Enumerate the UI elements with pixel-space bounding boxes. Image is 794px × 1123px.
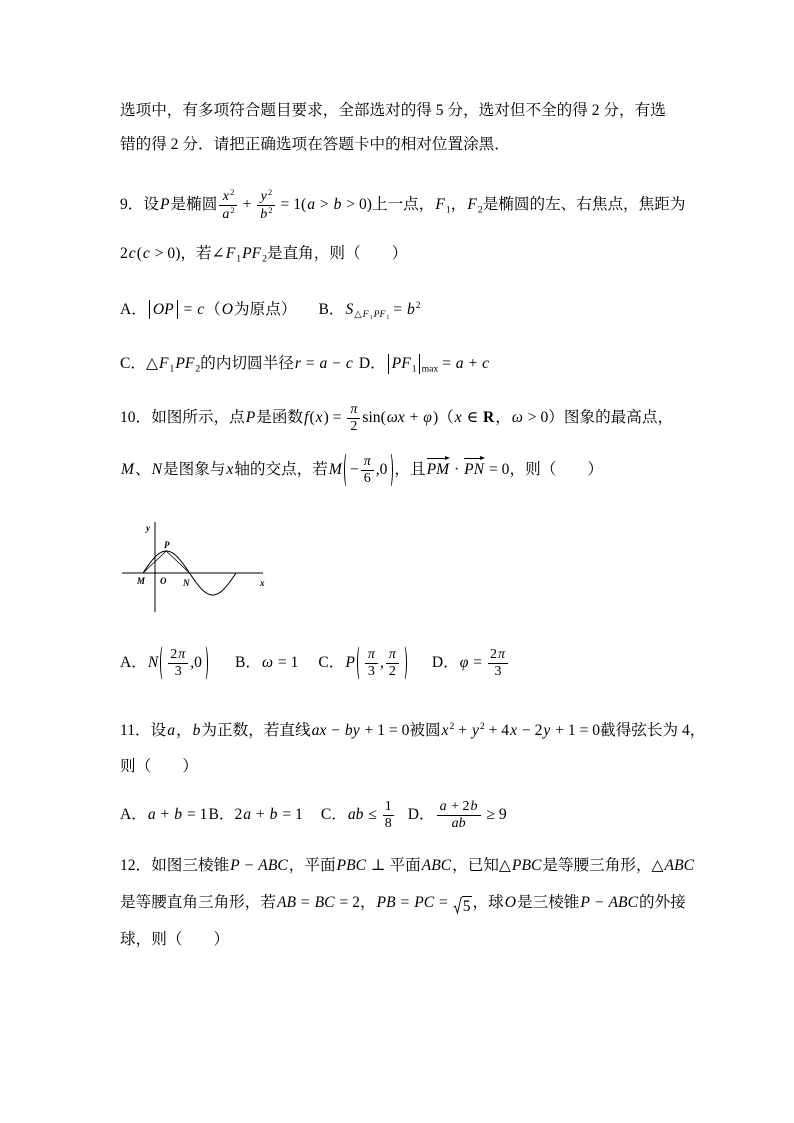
math-variable: BC [314,894,335,911]
math-variable: ab [451,815,466,831]
math-symbol: > 0) [150,245,181,262]
math-symbol: = [301,355,319,372]
math-symbol: + 4 [484,722,510,739]
superscript: 2 [449,721,455,733]
math-variable: b [174,806,183,823]
math-symbol: ⊥ [367,857,390,874]
math-symbol: 1 [384,798,392,814]
math-variable: F [362,309,369,321]
question-11-option-b [208,806,302,823]
question-9-option-a [120,301,296,318]
math-variable: r [294,355,301,372]
radical-sign [453,896,462,915]
math-variable: x [441,722,449,739]
math-symbol: 8 [384,815,392,831]
math-symbol: = 1 [183,806,208,823]
math-fraction [168,647,188,680]
math-fraction [257,188,274,224]
math-symbol: ,0 [190,654,202,672]
segment-pn [166,551,189,573]
text-run: 是椭圆的左、右焦点，焦距为 [482,196,686,213]
math-symbol: 3 [367,664,375,680]
math-symbol: ≥ 9 [482,806,507,823]
fraction-numerator [365,647,378,664]
x-axis-label: x [260,578,265,588]
text-run: ）图象的最高点， [548,409,674,426]
text-run: （ [205,301,221,318]
math-variable: x [315,409,323,426]
text-run: A． [120,654,147,671]
subscript: 2 [477,204,483,216]
question-10-options [120,641,510,685]
superscript: 2 [479,721,485,733]
question-11-option-a [120,806,207,823]
math-symbol: = [438,355,455,372]
math-symbol: △ [651,857,664,874]
math-variable: c [482,355,490,372]
math-symbol: 6 [363,471,371,487]
math-variable: b [269,806,278,823]
fraction-denominator [488,664,508,680]
text-run: 是等腰直角三角形，若 [120,894,276,911]
text-run: 选项中，有多项符合题目要求，全部选对的得 5 分，选对但不全的得 2 分，有选 [120,102,666,119]
subscript [354,309,389,320]
math-variable: P [580,894,590,911]
math-symbol: + [252,806,269,823]
math-variable: PBC [511,857,542,874]
math-variable: P [230,857,240,874]
text-run: 9．设 [120,196,159,213]
instructions-line-2 [120,123,510,167]
text-run: ，且 [394,461,426,478]
text-run: ， [495,409,511,426]
math-variable: PF [242,245,262,262]
math-variable: π [178,647,186,663]
math-symbol: △ [498,857,511,874]
math-variable: P [160,196,170,213]
text-run: 12．如图三棱锥 [120,857,230,874]
question-9-stem-line-2 [120,232,407,276]
text-run: 、 [135,461,151,478]
math-symbol: − [240,857,258,874]
superscript: 2 [268,204,273,215]
parenthesized-group [344,452,394,488]
math-variable: ABC [608,894,638,911]
math-variable: F [159,355,169,372]
math-symbol: 2 [120,245,128,262]
math-fraction [383,799,394,832]
math-variable: π [388,647,396,663]
parenthesized-group [357,645,407,681]
text-run: ，球 [472,894,504,911]
text-run: 轴的交点，若 [234,461,328,478]
math-variable: P [345,654,355,671]
math-variable: x [510,722,517,739]
text-run: 11．设 [120,722,167,739]
math-symbol: △ [146,355,158,372]
text-run: 10．如图所示，点 [120,409,245,426]
text-run: 球，则（ ） [120,931,230,948]
math-symbol: 2 [388,664,396,680]
fraction-denominator [383,816,394,832]
math-variable: ab [347,806,364,823]
math-variable: ABC [421,857,452,874]
math-variable: N [147,654,159,671]
right-parenthesis [401,645,407,681]
math-fraction [386,647,399,680]
sine-graph-figure [120,518,270,616]
point-n-label: N [183,578,190,588]
math-fraction [361,454,374,487]
text-run: 上一点， [371,196,435,213]
math-variable: M [328,461,342,478]
math-symbol: ∈ [462,409,483,426]
text-run: 是等腰三角形， [542,857,652,874]
math-variable: ω [511,409,523,426]
vector: PN [464,461,485,478]
math-symbol: 2 [170,647,178,663]
math-symbol: = [469,654,486,671]
math-variable: y [260,188,267,204]
fraction-numerator [488,647,508,664]
fraction-numerator [386,647,399,664]
fraction-numerator [437,799,481,816]
fraction-denominator [168,664,188,680]
absolute-value [149,300,178,319]
math-variable: N [151,461,163,478]
text-run: 是图象与 [163,461,226,478]
math-symbol: ∠ [211,245,225,262]
math-symbol: > 0 [523,409,549,426]
right-parenthesis [202,645,208,681]
math-variable: ABC [664,857,694,874]
text-run: C． [120,355,146,372]
text-run: 截得弦长为 4， [600,722,706,739]
math-symbol: + [238,196,256,213]
math-symbol: 2 [489,646,497,662]
math-variable: PC [414,894,435,911]
text-run: A． [120,301,147,318]
math-variable: b [192,722,201,739]
math-variable: y [471,722,479,739]
text-run: ，则（ ） [509,461,604,478]
question-9-options-ab [120,288,421,332]
text-run: 的内切圆半径 [200,355,294,372]
math-variable: b [406,301,415,318]
text-run: 为原点） [234,301,297,318]
math-symbol: ) = [323,409,346,426]
question-11-stem-line-1 [120,709,705,753]
fraction-denominator [347,419,360,435]
math-variable: f [304,409,309,426]
math-symbol: − [327,722,344,739]
math-variable: PB [376,894,396,911]
math-symbol: ) [432,409,439,426]
math-fraction [347,402,360,435]
math-set-symbol: R [483,409,495,426]
question-11-option-d [407,798,507,831]
math-symbol: = [389,301,406,318]
math-variable: a [439,798,447,814]
text-run: C． [318,654,345,671]
text-run: ，若 [180,245,212,262]
math-symbol: ( [309,409,315,426]
math-variable: c [128,245,136,262]
superscript: 2 [230,204,235,215]
math-variable: x [222,188,229,204]
math-symbol: 3 [494,663,502,679]
math-variable: b [333,196,342,213]
text-run: 平面 [389,857,421,874]
math-variable: PF [175,355,195,372]
math-variable: c [345,355,353,372]
text-run: A． [120,806,147,823]
right-parenthesis [387,452,393,488]
math-symbol: + 1 = 0 [551,722,601,739]
math-symbol: ,0 [375,461,388,479]
math-symbol: ( [136,245,142,262]
math-variable: φ [459,654,469,671]
text-run: B． [234,654,261,671]
math-variable: a [455,355,464,372]
subscript: 1 [445,204,451,216]
subscript: 1 [169,363,175,375]
origin-o-label: O [160,576,167,586]
math-fraction [437,799,481,832]
math-symbol: + [464,355,482,372]
text-run: 是函数 [256,409,304,426]
subscript: 1 [236,253,242,265]
math-variable: OP [152,301,174,318]
text-run: D． [431,654,459,671]
math-variable: π [367,647,375,663]
math-variable: x [454,409,462,426]
math-variable: AB [276,894,297,911]
text-run: （ [438,409,454,426]
fraction-numerator [383,799,394,816]
math-symbol: sin( [362,409,386,426]
math-symbol: = 2 [335,894,360,911]
math-variable: π [350,401,358,417]
text-run: ， [450,196,467,213]
fraction-denominator [386,664,399,680]
parenthesized-group [160,645,208,681]
math-symbol: , [379,654,384,672]
math-fraction [488,647,508,680]
math-variable: a [147,806,156,823]
question-10-option-c [318,647,407,680]
math-variable: PF [373,309,386,321]
superscript: 2 [415,300,421,312]
subscript: max [421,363,439,375]
radicand [462,896,472,915]
math-symbol: = 1 [278,806,303,823]
subscript: 1 [411,363,417,375]
math-variable: a [167,722,175,739]
question-10-stem-line-2 [120,448,603,492]
text-run: ， [359,894,376,911]
vector: PM [426,461,450,478]
question-9-options-cd [120,342,490,386]
math-fraction [219,188,236,224]
math-variable: F [467,196,477,213]
subscript: 1 [386,315,390,322]
math-symbol: = 1( [276,196,307,213]
math-symbol: + [454,722,471,739]
text-run: 是直角，则（ ） [266,245,408,262]
question-9-option-b [318,300,421,322]
math-fraction [365,647,378,680]
fraction-denominator [219,206,236,223]
point-m-label: M [137,576,146,586]
text-run: 是三棱锥 [517,894,580,911]
math-variable: a [319,355,328,372]
math-variable: φ [423,409,432,426]
question-10-option-b [235,654,298,671]
math-symbol: − [349,461,359,479]
math-variable: ABC [258,857,288,874]
text-run: ，平面 [288,857,336,874]
math-symbol: = [179,301,197,318]
math-symbol: △ [354,309,362,321]
subscript: 2 [195,363,201,375]
math-symbol: > [316,196,333,213]
fraction-denominator [361,471,374,487]
math-symbol: = [297,894,314,911]
math-symbol: 2 [350,418,358,434]
math-symbol: − [590,894,608,911]
math-variable: F [435,196,445,213]
fraction-denominator [437,816,481,832]
math-symbol: = 1 [274,654,299,671]
math-variable: ax [311,722,327,739]
fraction-numerator [168,647,188,664]
math-variable: c [142,245,150,262]
math-variable: a [222,207,230,223]
math-variable: ω [261,654,273,671]
math-symbol: ≤ [364,806,381,823]
math-symbol: · [450,461,464,478]
fraction-numerator [347,402,360,419]
math-variable: O [221,301,234,318]
math-symbol: + 2 [447,798,470,814]
math-variable: a [243,806,252,823]
subscript: 1 [369,315,373,322]
text-run: 被圆 [409,722,441,739]
question-9-option-c [120,355,354,375]
math-symbol: + [156,806,174,823]
text-run: B． [208,806,235,823]
question-10-option-a [120,647,209,680]
superscript: 2 [229,186,235,197]
fraction-numerator [361,454,374,471]
math-variable: by [344,722,360,739]
absolute-value [388,354,420,374]
math-symbol: = [435,894,452,911]
y-axis-label: y [146,523,150,533]
math-symbol: 5 [462,897,471,915]
math-variable: x [226,461,234,478]
question-9-option-d [358,355,490,375]
subscript: 2 [262,253,267,265]
question-11-option-c [320,798,396,831]
question-10-stem-line-1 [120,396,673,440]
math-symbol: 2 [234,806,243,823]
math-symbol: + 1 = 0 [360,722,410,739]
parenthesis-content [166,645,202,681]
math-variable: S [345,301,354,318]
math-symbol: + [405,409,423,426]
math-variable: PBC [336,857,366,874]
math-variable: b [260,207,268,223]
superscript: 2 [267,186,273,197]
math-symbol: = 0 [485,461,510,478]
text-run: 为正数，若直线 [201,722,311,739]
math-variable: M [121,461,134,478]
math-symbol: − [328,355,345,372]
math-variable: π [363,454,371,470]
parenthesis-content [350,452,388,488]
text-run: C． [320,806,347,823]
text-run: 错的得 2 分．请把正确选项在答题卡中的相对位置涂黑． [120,136,510,153]
text-run: 则（ ） [120,758,198,775]
question-11-stem-line-2 [120,745,198,789]
fraction-denominator [365,664,378,680]
text-run: D． [358,355,386,372]
square-root [453,896,472,915]
text-run: B． [318,301,345,318]
fraction-numerator [219,188,236,206]
math-symbol: − 2 [518,722,543,739]
question-11-options [120,793,507,837]
fraction-denominator [257,206,274,223]
question-12-stem-line-3 [120,918,229,962]
math-symbol: > 0) [342,196,372,213]
point-p-label: P [164,540,170,550]
question-9-stem-line-1 [120,183,685,227]
text-run: ， [176,722,192,739]
math-variable: O [504,894,516,911]
math-symbol: 3 [174,664,182,680]
math-variable: F [225,245,236,262]
math-variable: π [497,646,505,662]
text-run: 是椭圆 [170,196,218,213]
question-10-option-d [431,646,510,679]
text-run: D． [407,806,435,823]
math-variable: P [245,409,256,426]
math-variable: a [307,196,315,213]
math-symbol: = [396,894,414,911]
text-run: 的外接 [638,894,686,911]
math-variable: c [197,301,205,318]
math-variable: b [470,798,478,814]
math-variable: ωx [386,409,405,426]
math-variable: PF [391,355,411,372]
math-variable: y [543,722,551,739]
fraction-numerator [257,188,274,206]
parenthesis-content [363,645,401,681]
text-run: ，已知 [452,857,499,874]
